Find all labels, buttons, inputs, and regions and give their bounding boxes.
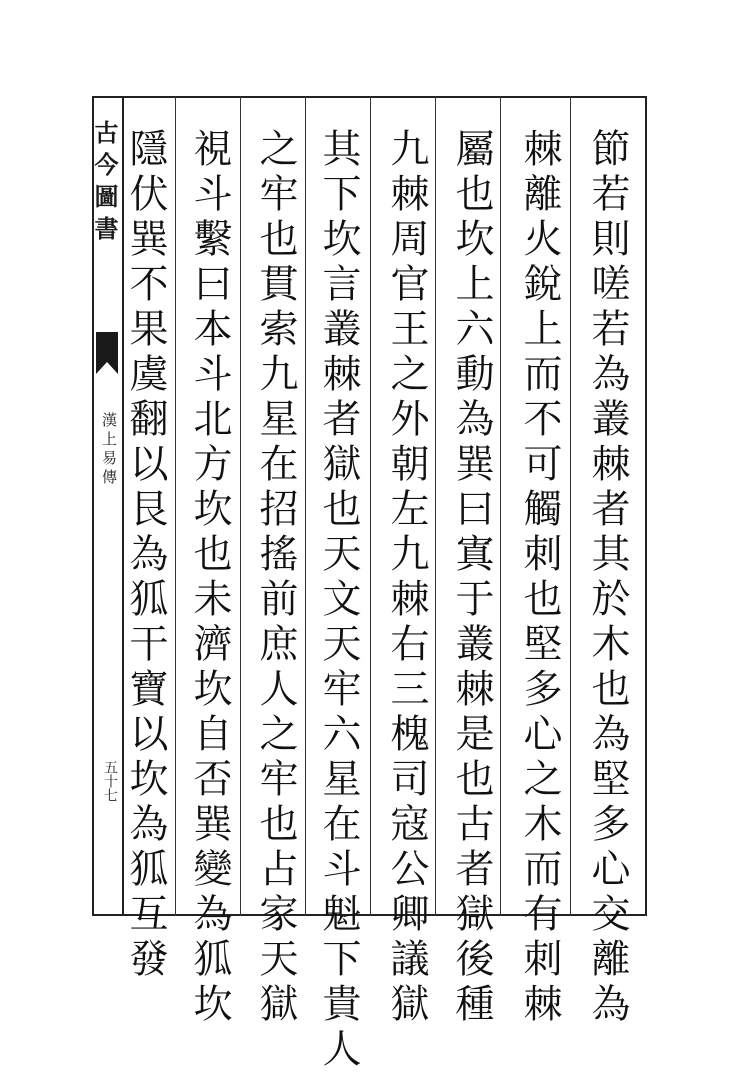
column-rule <box>240 96 241 916</box>
gutter-book-title: 漢上易傳 <box>100 412 118 488</box>
text-column-7: 視斗繫曰本斗北方坎也未濟坎自否巽變為狐坎 <box>187 128 232 1028</box>
text-column-2: 棘離火銳上而不可觸刺也堅多心之木而有刺棘 <box>517 128 562 1028</box>
text-column-4: 九棘周官王之外朝左九棘右三槐司寇公卿議獄 <box>384 128 429 1028</box>
text-column-1: 節若則嗟若為叢棘者其於木也為堅多心交離為 <box>585 128 630 1028</box>
text-column-8: 隱伏巽不果虞翻以艮為狐干寶以坎為狐互發 <box>123 128 168 983</box>
gutter-title: 古今圖書 <box>90 120 119 248</box>
text-column-3: 屬也坎上六動為巽曰寘于叢棘是也古者獄後種 <box>449 128 494 1028</box>
gutter-page-number: 五十七 <box>102 760 118 802</box>
text-column-6: 之牢也貫索九星在招搖前庶人之牢也占家天獄 <box>253 128 298 1028</box>
text-column-5: 其下坎言叢棘者獄也天文天牢六星在斗魁下貴人 <box>316 128 361 1073</box>
column-rule <box>570 96 571 916</box>
column-rule <box>370 96 371 916</box>
